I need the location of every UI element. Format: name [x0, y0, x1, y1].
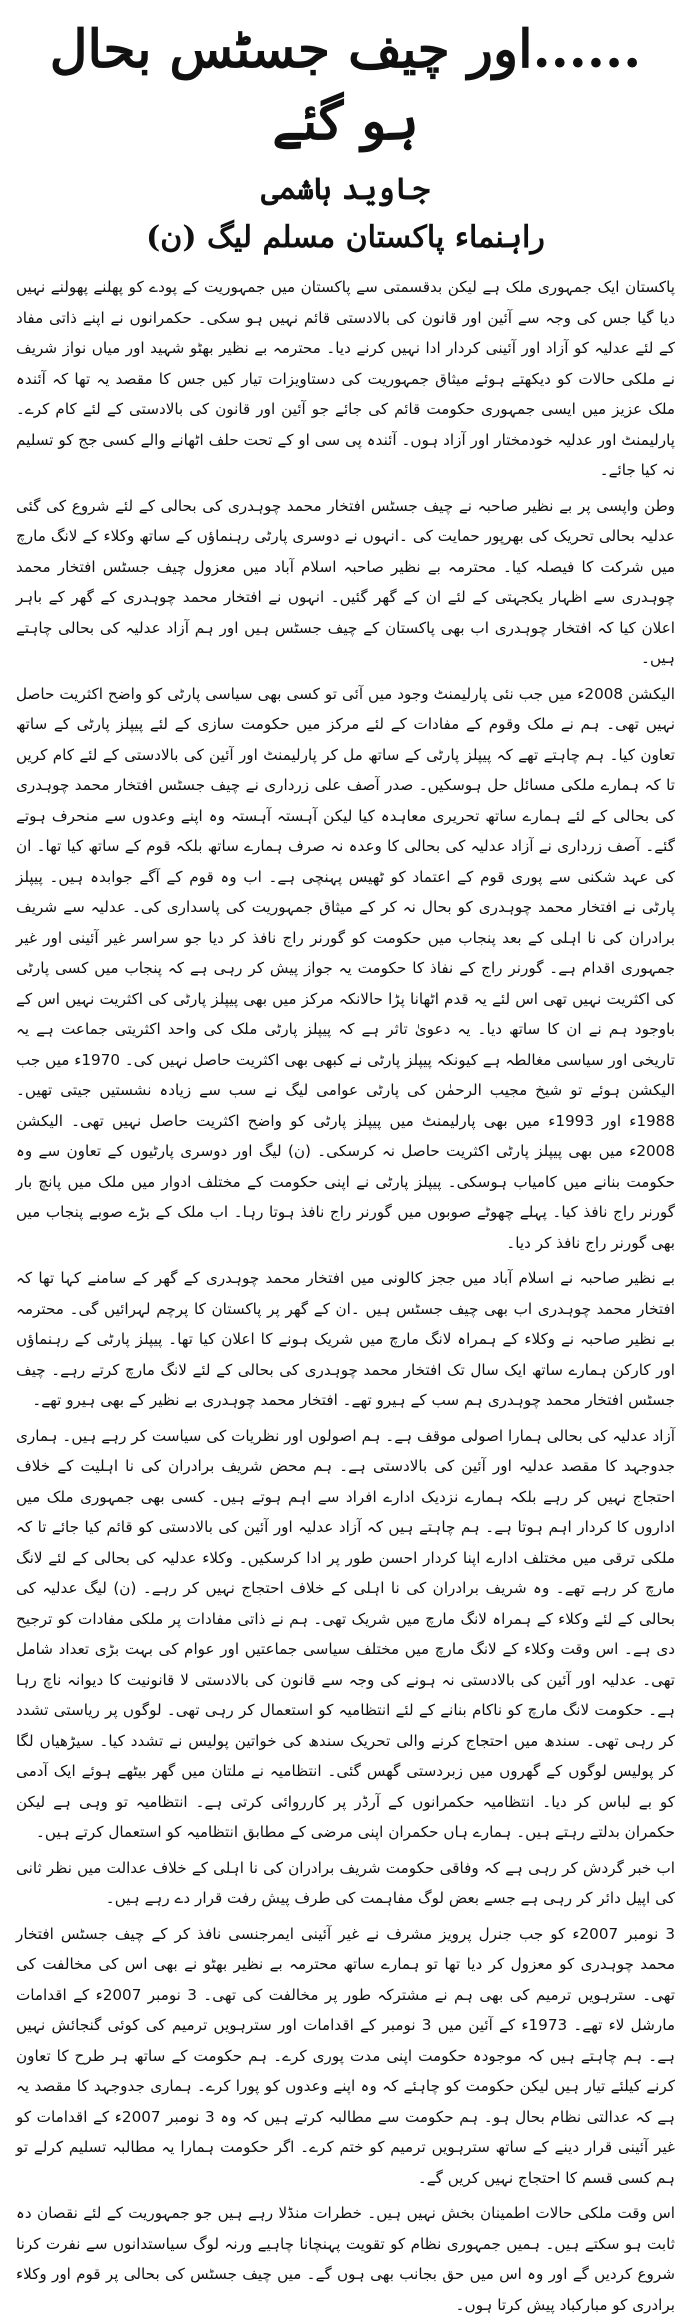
paragraph: وطن واپسی پر بے نظیر صاحبہ نے چیف جسٹس افتخار محمد چوہدری کی بحالی کے لئے شروع کی گئی عدلیہ بحالی تحریک کی بھرپور حمایت کی ۔انہوں نے دوسری پارٹی رہنماؤں کے ساتھ وکلاء کے لانگ مارچ میں شرکت کا فیصلہ کیا۔ محترمہ بے نظیر صاحبہ اسلام آباد میں معزول چیف جسٹس افتخار محمد چوہدری سے اظہار یکجہتی کے لئے ان کے گھر گئیں۔ انہوں نے افتخار محمد چوہدری کے گھر کے باہر اعلان کیا کہ افتخار چوہدری اب بھی پاکستان کے چیف جسٹس ہیں اور ہم آزاد عدلیہ کی بحالی چاہتے ہیں۔	[16, 496, 675, 667]
paragraph: آزاد عدلیہ کی بحالی ہمارا اصولی موقف ہے۔ ہم اصولوں اور نظریات کی سیاست کر رہے ہیں۔ ہماری جدوجہد کا مقصد عدلیہ اور آئین کی بالادستی ہے۔ ہم محض شریف برادران کی نا اہلیت کے خلاف احتجاج نہیں کر رہے بلکہ ہمارے نزدیک ادارے افراد سے اہم ہوتے ہیں۔ کسی بھی جمہوری ملک میں اداروں کا کردار اہم ہوتا ہے۔ ہم چاہتے ہیں کہ آزاد عدلیہ اور آئین کی بالادستی کو قائم کیا جائے تا کہ ملکی ترقی میں مختلف ادارے اپنا کردار احسن طور پر ادا کرسکیں۔ وکلاء عدلیہ کی بحالی کے لئے لانگ مارچ کر رہے تھے۔ وہ شریف برادران کی نا اہلی کے خلاف احتجاج نہیں کر رہے۔ (ن) لیگ عدلیہ کی بحالی کے لئے وکلاء کے ہمراہ لانگ مارچ میں شریک تھی۔ ہم نے ذاتی مفادات پر ملکی مفادات کو ترجیح دی ہے۔ اس وقت وکلاء کے لانگ مارچ میں مختلف سیاسی جماعتیں اور عوام کی بہت بڑی تعداد شامل تھی۔ عدلیہ اور آئین کی بالادستی نہ ہونے کی وجہ سے قانون کی بالادستی لا قانونیت کا دیوانہ ناچ رہا ہے۔ حکومت لانگ مارچ کو ناکام بنانے کے لئے انتظامیہ کو استعمال کر رہی تھی۔ لوگوں پر ریاستی تشدد کر رہی تھی۔ سندھ میں احتجاج کرنے والی تحریک سندھ کی خواتین پولیس نے تشدد کیا۔ سیڑھیاں لگا کر پولیس لوگوں کے گھروں میں زبردستی گھس گئی۔ انتظامیہ نے ملتان میں گھر بیٹھے ہوئے ایک آدمی کو بے لباس کر دیا۔ انتظامیہ حکمرانوں کے آرڈر پر کارروائی کرتی ہے۔ انتظامیہ تو وہی ہے لیکن حکمران بدلتے رہتے ہیں۔ ہمارے ہاں حکمران اپنی مرضی کے مطابق انتظامیہ کو استعمال کرتے ہیں۔	[16, 1426, 675, 1841]
article-body	[16, 272, 675, 2320]
paragraph: 3 نومبر 2007ء کو جب جنرل پرویز مشرف نے غیر آئینی ایمرجنسی نافذ کر کے چیف جسٹس افتخار محمد چوہدری کو معزول کر دیا تھا تو ہمارے ساتھ محترمہ بے نظیر بھٹو نے بھی اس کی مخالفت کی تھی۔ سترہویں ترمیم کی بھی ہم نے مشترکہ طور پر مخالفت کی تھی۔ 3 نومبر 2007ء کے اقدامات مارشل لاء تھے۔ 1973ء کے آئین میں 3 نومبر کے اقدامات اور سترہویں ترمیم کی کوئی گنجائش نہیں ہے۔ ہم چاہتے ہیں کہ موجودہ حکومت اپنی مدت پوری کرے۔ ہم حکومت کے ساتھ ہر طرح کا تعاون کرنے کیلئے تیار ہیں لیکن حکومت کو چاہئے کہ وہ اپنے وعدوں کو پورا کرے۔ ہماری جدوجہد کا مقصد یہ ہے کہ عدالتی نظام بحال ہو۔ ہم حکومت سے مطالبہ کرتے ہیں کہ وہ 3 نومبر 2007ء کے اقدامات کو غیر آئینی قرار دینے کے ساتھ سترہویں ترمیم کو ختم کرے۔ اگر حکومت ہمارا یہ مطالبہ تسلیم کرلے تو ہم کسی قسم کا احتجاج نہیں کریں گے۔	[16, 1924, 676, 2187]
author-title: راہنماء پاکستان مسلم لیگ (ن)	[146, 220, 545, 255]
paragraph: پاکستان ایک جمہوری ملک ہے لیکن بدقسمتی سے پاکستان میں جمہوریت کے پودے کو پھلنے پھولنے نہیں دیا گیا جس کی وجہ سے آئین اور قانون کی بالادستی قائم نہیں ہو سکی۔ حکمرانوں نے اپنے ذاتی مفاد کے لئے عدلیہ کو آزاد اور آئینی کردار ادا نہیں کرنے دیا۔ محترمہ بے نظیر بھٹو شہید اور میاں نواز شریف نے ملکی حالات کو دیکھتے ہوئے میثاق جمہوریت کی دستاویزات تیار کیں جس کا مقصد یہ تھا کہ آئندہ ملک عزیز میں ایسی جمہوری حکومت قائم کی جائے جو آئین اور قانون کی بالادستی کے لئے کام کرے۔ پارلیمنٹ اور عدلیہ خودمختار اور آزاد ہوں۔ آئندہ پی سی او کے تحت حلف اٹھانے والے کسی جج کو تسلیم نہ کیا جائے۔	[16, 278, 675, 479]
headline: ......اور چیف جسٹس بحال ہو گئے	[49, 19, 642, 152]
paragraph: الیکشن 2008ء میں جب نئی پارلیمنٹ وجود میں آئی تو کسی بھی سیاسی پارٹی کو واضح اکثریت حاصل نہیں تھی۔ ہم نے ملک وقوم کے مفادات کے لئے مرکز میں حکومت سازی کے لئے پیپلز پارٹی کے ساتھ تعاون کیا۔ ہم چاہتے تھے کہ پیپلز پارٹی کے ساتھ مل کر پارلیمنٹ اور آئین کی بالادستی کے لئے کام کریں تا کہ ہمارے ملکی مسائل حل ہوسکیں۔ صدر آصف علی زرداری نے چیف جسٹس افتخار محمد چوہدری کی بحالی کے لئے ہمارے ساتھ تحریری معاہدہ کیا لیکن آہستہ آہستہ وہ اپنے وعدوں سے منحرف ہوتے گئے۔ آصف زرداری نے آزاد عدلیہ کی بحالی کا وعدہ نہ صرف ہمارے ساتھ بلکہ قوم کے ساتھ کیا تھا۔ ان کی عہد شکنی سے پوری قوم کے اعتماد کو ٹھیس پہنچی ہے۔ اب وہ قوم کے آگے جوابدہ ہیں۔ پیپلز پارٹی نے افتخار محمد چوہدری کو بحال نہ کر کے میثاق جمہوریت کی پاسداری کی۔ عدلیہ سے شریف برادران کی نا اہلی کے بعد پنجاب میں حکومت کو گورنر راج نافذ کر دیا جو سراسر غیر آئینی اور غیر جمہوری اقدام ہے۔ گورنر راج کے نفاذ کا حکومت یہ جواز پیش کر رہی ہے کہ پنجاب میں کسی پارٹی کی اکثریت نہیں تھی اس لئے یہ قدم اٹھانا پڑا حالانکہ مرکز میں بھی پیپلز پارٹی کی اکثریت نہیں اس کے باوجود ہم نے ان کا ساتھ دیا۔ یہ دعویٰ تاثر ہے کہ پیپلز پارٹی ملک کی واحد اکثریتی جماعت ہے یہ تاریخی اور سیاسی مغالطہ ہے کیونکہ پیپلز پارٹی نے کبھی بھی اکثریت حاصل نہیں کی۔ 1970ء میں جب الیکشن ہوئے تو شیخ مجیب الرحمٰن کی پارٹی عوامی لیگ نے سب سے زیادہ نشستیں جیتی تھیں۔ 1988ء اور 1993ء میں بھی پارلیمنٹ میں پیپلز پارٹی کو واضح اکثریت حاصل نہیں تھی۔ الیکشن 2008ء میں بھی پیپلز پارٹی اکثریت حاصل نہ کرسکی۔ (ن) لیگ اور دوسری پارٹیوں کے تعاون سے وہ حکومت بنانے میں کامیاب ہوسکی۔ پیپلز پارٹی نے اپنی حکومت کے مختلف ادوار میں ملک میں پانچ بار گورنر راج نافذ کیا۔ پہلے چھوٹے صوبوں میں گورنر راج نافذ ہوتا رہا۔ اب ملک کے بڑے صوبے پنجاب میں بھی گورنر راج نافذ کر دیا۔	[16, 684, 675, 1252]
paragraph: اب خبر گردش کر رہی ہے کہ وفاقی حکومت شریف برادران کی نا اہلی کے خلاف عدالت میں نظر ثانی کی اپیل دائر کر رہی ہے جسے بعض لوگ مفاہمت کی طرف پیش رفت قرار دے رہے ہیں۔	[16, 1858, 675, 1907]
paragraph: اس وقت ملکی حالات اطمینان بخش نہیں ہیں۔ خطرات منڈلا رہے ہیں جو جمہوریت کے لئے نقصان دہ ثابت ہو سکتے ہیں۔ ہمیں جمہوری نظام کو تقویت پہنچانا چاہیے ورنہ لوگ سیاستدانوں سے نفرت کرنا شروع کردیں گے اور وہ اس میں حق بجانب بھی ہوں گے۔ میں چیف جسٹس کی بحالی پر قوم اور وکلاء برادری کو مبارکباد پیش کرتا ہوں۔	[16, 2204, 675, 2314]
paragraph: بے نظیر صاحبہ نے اسلام آباد میں ججز کالونی میں افتخار محمد چوہدری کے گھر کے سامنے کہا تھا کہ افتخار محمد چوہدری اب بھی چیف جسٹس ہیں ۔ان کے گھر پر پاکستان کا پرچم لہرائیں گی۔ محترمہ بے نظیر صاحبہ نے وکلاء کے ہمراہ لانگ مارچ میں شریک ہونے کا اعلان کیا تھا۔ پیپلز پارٹی کے رہنماؤں اور کارکن ہمارے ساتھ ایک سال تک افتخار محمد چوہدری کی بحالی کے لئے لانگ مارچ کرتے رہے۔ چیف جسٹس افتخار محمد چوہدری ہم سب کے ہیرو تھے۔ افتخار محمد چوہدری بے نظیر کے بھی ہیرو تھے۔	[16, 1269, 675, 1409]
author-name: جاوید ہاشمی	[261, 172, 430, 207]
